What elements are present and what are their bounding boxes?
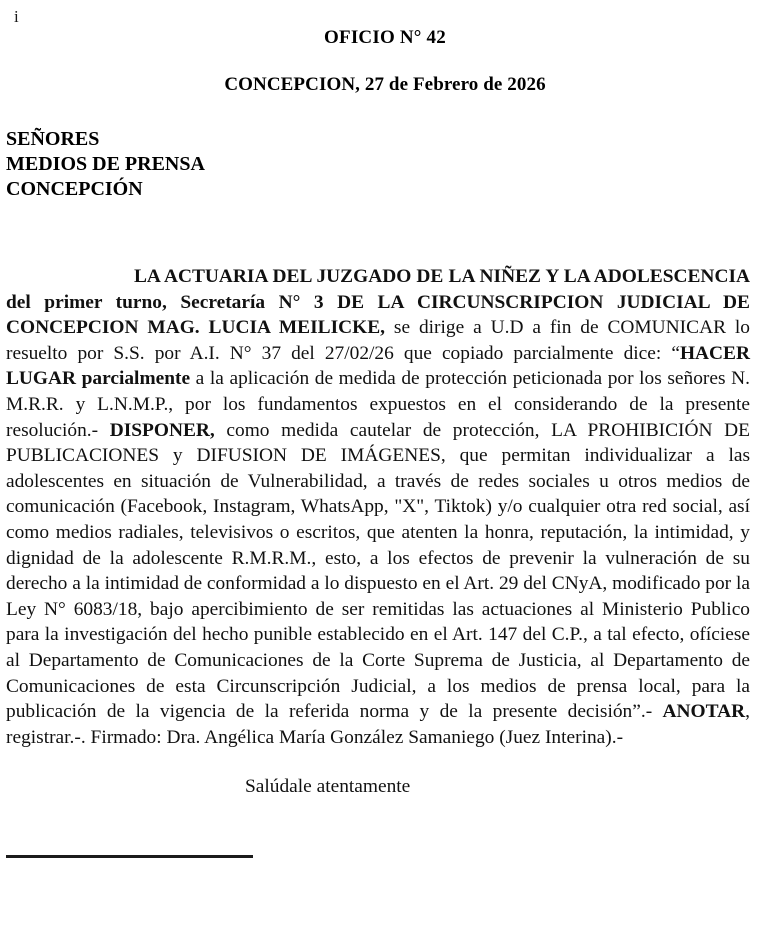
resolution-text-3: .- — [640, 701, 663, 723]
addressee-block — [6, 127, 205, 202]
quote-open-mark: “ — [671, 342, 680, 364]
document-body — [6, 264, 750, 750]
closing-salutation: Salúdale atentamente — [245, 776, 411, 797]
resolution-text-1: a la aplicación de medida de protección peticionada por los señores N. M.R.R. y L.N.M.P., por los fundamentos expuestos en el considerando de la presente resolución.- — [6, 368, 750, 441]
addressee-line-recipient: MEDIOS DE PRENSA — [6, 153, 205, 175]
addressee-line-salutation: SEÑORES — [6, 128, 100, 150]
document-title: OFICIO N° 42 — [324, 27, 446, 48]
resolution-bold-hacer-lugar: HACER LUGAR parcialmente — [6, 342, 750, 390]
resolution-text-4: , registrar.-. Firmado: Dra. Angélica María González Samaniego (Juez Interina).- — [6, 701, 750, 748]
place-and-date: CONCEPCION, 27 de Febrero de 2026 — [224, 74, 546, 95]
resolution-bold-disponer: DISPONER, — [109, 419, 215, 441]
signature-line — [6, 855, 253, 858]
quote-close-mark: ” — [632, 701, 641, 723]
resolution-bold-anotar: ANOTAR — [662, 701, 746, 723]
addressee-line-city: CONCEPCIÓN — [6, 178, 143, 200]
folio-mark: i — [14, 7, 19, 26]
resolution-text-2: como medida cautelar de protección, LA PROHIBICIÓN DE PUBLICACIONES y DIFUSION DE IMÁGENES, que permitan individualizar a las adolescentes en situación de Vulnerabilidad, a través de redes sociales u otros medios de comunicación (Facebook, Instagram, WhatsApp, "X", Tiktok) y/o cualquier otra red social, así como medios radiales, televisivos o escritos, que atenten la honra, reputación, la intimidad, y dignidad de la adolescente R.M.R.M., esto, a los efectos de prevenir la vulneración de su derecho a la intimidad de conformidad a lo dispuesto en el Art. 29 del CNyA, modificado por la Ley N° 6083/18, bajo apercibimiento de ser remitidas las actuaciones al Ministerio Publico para la investigación del hecho punible establecido en el Art. 147 del C.P., a tal efecto, ofíciese al Departamento de Comunicaciones de la Corte Suprema de Justicia, al Departamento de Comunicaciones de esta Circunscripción Judicial, a los medios de prensa local, para la publicación de la vigencia de la referida norma y de la presente decisión — [6, 419, 750, 723]
body-bold-opening: LA ACTUARIA DEL JUZGADO DE LA NIÑEZ Y LA ADOLESCENCIA del primer turno, Secretaría N° 3 DE LA CIRCUNSCRIPCION JUDICIAL DE CONCEPCION MAG. LUCIA MEILICKE, — [6, 266, 750, 339]
body-intro-text: se dirige a U.D a fin de COMUNICAR lo resuelto por S.S. por A.I. N° 37 del 27/02/26 que copiado parcialmente dice: — [6, 317, 750, 364]
